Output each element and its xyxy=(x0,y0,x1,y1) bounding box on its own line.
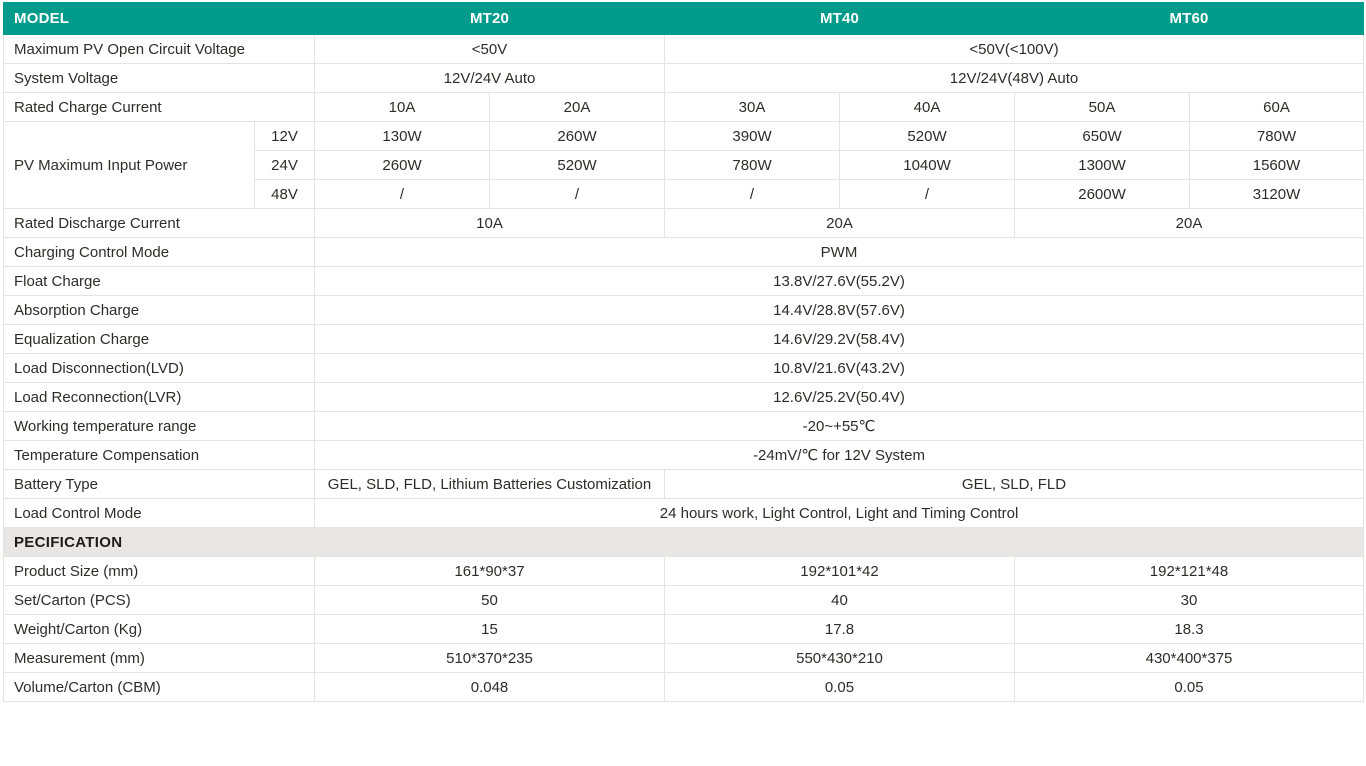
spec-value: 12.6V/25.2V(50.4V) xyxy=(315,383,1364,412)
spec-value: / xyxy=(490,180,665,209)
voltage-sublabel: 12V xyxy=(255,122,315,151)
table-row xyxy=(4,586,1364,615)
table-row xyxy=(4,93,1364,122)
spec-value: 50 xyxy=(315,586,665,615)
spec-value: 1300W xyxy=(1015,151,1190,180)
table-row xyxy=(4,267,1364,296)
row-label: Equalization Charge xyxy=(4,325,315,354)
table-row xyxy=(4,441,1364,470)
spec-value: 40A xyxy=(840,93,1015,122)
table-row xyxy=(4,644,1364,673)
table-header xyxy=(4,3,1364,35)
spec-value: -24mV/℃ for 12V System xyxy=(315,441,1364,470)
model-name-header: MT20 xyxy=(315,3,665,35)
table-body xyxy=(4,35,1364,702)
row-label: Load Control Mode xyxy=(4,499,315,528)
table-row xyxy=(4,238,1364,267)
row-label: Load Reconnection(LVR) xyxy=(4,383,315,412)
model-name-header: MT40 xyxy=(665,3,1015,35)
row-label: Load Disconnection(LVD) xyxy=(4,354,315,383)
model-name-header: MT60 xyxy=(1015,3,1364,35)
section-title: PECIFICATION xyxy=(4,528,1364,557)
spec-value: 24 hours work, Light Control, Light and Timing Control xyxy=(315,499,1364,528)
spec-value: 260W xyxy=(315,151,490,180)
spec-value: 0.05 xyxy=(665,673,1015,702)
spec-value: 30A xyxy=(665,93,840,122)
row-label: Set/Carton (PCS) xyxy=(4,586,315,615)
spec-value: 40 xyxy=(665,586,1015,615)
spec-value: <50V xyxy=(315,35,665,64)
spec-value: -20~+55℃ xyxy=(315,412,1364,441)
spec-value: 20A xyxy=(490,93,665,122)
row-label: PV Maximum Input Power xyxy=(4,122,255,209)
table-row xyxy=(4,673,1364,702)
section-header-row xyxy=(4,528,1364,557)
row-label: Maximum PV Open Circuit Voltage xyxy=(4,35,315,64)
spec-value: 14.4V/28.8V(57.6V) xyxy=(315,296,1364,325)
row-label: Weight/Carton (Kg) xyxy=(4,615,315,644)
model-column-title: MODEL xyxy=(4,3,315,35)
spec-value: / xyxy=(840,180,1015,209)
spec-table xyxy=(3,2,1364,702)
row-label: Working temperature range xyxy=(4,412,315,441)
spec-value: GEL, SLD, FLD xyxy=(665,470,1364,499)
table-row xyxy=(4,296,1364,325)
spec-value: 3120W xyxy=(1190,180,1364,209)
spec-value: 650W xyxy=(1015,122,1190,151)
row-label: Battery Type xyxy=(4,470,315,499)
table-row xyxy=(4,325,1364,354)
spec-value: 130W xyxy=(315,122,490,151)
spec-value: 430*400*375 xyxy=(1015,644,1364,673)
table-row xyxy=(4,209,1364,238)
row-label: Volume/Carton (CBM) xyxy=(4,673,315,702)
table-row xyxy=(4,470,1364,499)
row-label: Charging Control Mode xyxy=(4,238,315,267)
spec-value: 780W xyxy=(1190,122,1364,151)
spec-value: 15 xyxy=(315,615,665,644)
row-label: Product Size (mm) xyxy=(4,557,315,586)
spec-value: 14.6V/29.2V(58.4V) xyxy=(315,325,1364,354)
spec-value: 192*101*42 xyxy=(665,557,1015,586)
table-row xyxy=(4,557,1364,586)
row-label: Float Charge xyxy=(4,267,315,296)
spec-value: 1040W xyxy=(840,151,1015,180)
spec-value: 2600W xyxy=(1015,180,1190,209)
table-row xyxy=(4,615,1364,644)
spec-value: 0.048 xyxy=(315,673,665,702)
row-label: Measurement (mm) xyxy=(4,644,315,673)
spec-value: 0.05 xyxy=(1015,673,1364,702)
spec-value: 10.8V/21.6V(43.2V) xyxy=(315,354,1364,383)
row-label: Absorption Charge xyxy=(4,296,315,325)
spec-value: PWM xyxy=(315,238,1364,267)
spec-value: 17.8 xyxy=(665,615,1015,644)
spec-value: 520W xyxy=(840,122,1015,151)
table-row xyxy=(4,412,1364,441)
spec-value: 161*90*37 xyxy=(315,557,665,586)
table-row xyxy=(4,122,1364,151)
spec-value: <50V(<100V) xyxy=(665,35,1364,64)
spec-value: 1560W xyxy=(1190,151,1364,180)
row-label: System Voltage xyxy=(4,64,315,93)
spec-value: 780W xyxy=(665,151,840,180)
spec-value: 12V/24V Auto xyxy=(315,64,665,93)
spec-value: 550*430*210 xyxy=(665,644,1015,673)
spec-value: / xyxy=(315,180,490,209)
row-label: Rated Discharge Current xyxy=(4,209,315,238)
spec-value: 192*121*48 xyxy=(1015,557,1364,586)
voltage-sublabel: 48V xyxy=(255,180,315,209)
table-row xyxy=(4,499,1364,528)
spec-value: 260W xyxy=(490,122,665,151)
spec-value: 520W xyxy=(490,151,665,180)
table-row xyxy=(4,64,1364,93)
spec-value: / xyxy=(665,180,840,209)
spec-value: GEL, SLD, FLD, Lithium Batteries Customization xyxy=(315,470,665,499)
model-header-row xyxy=(4,3,1364,35)
row-label: Temperature Compensation xyxy=(4,441,315,470)
spec-value: 390W xyxy=(665,122,840,151)
table-row xyxy=(4,354,1364,383)
spec-value: 510*370*235 xyxy=(315,644,665,673)
spec-value: 50A xyxy=(1015,93,1190,122)
spec-value: 30 xyxy=(1015,586,1364,615)
spec-value: 60A xyxy=(1190,93,1364,122)
spec-value: 10A xyxy=(315,209,665,238)
spec-value: 12V/24V(48V) Auto xyxy=(665,64,1364,93)
spec-value: 13.8V/27.6V(55.2V) xyxy=(315,267,1364,296)
table-row xyxy=(4,383,1364,412)
spec-value: 20A xyxy=(665,209,1015,238)
row-label: Rated Charge Current xyxy=(4,93,315,122)
spec-value: 10A xyxy=(315,93,490,122)
table-row xyxy=(4,35,1364,64)
spec-value: 20A xyxy=(1015,209,1364,238)
voltage-sublabel: 24V xyxy=(255,151,315,180)
spec-value: 18.3 xyxy=(1015,615,1364,644)
